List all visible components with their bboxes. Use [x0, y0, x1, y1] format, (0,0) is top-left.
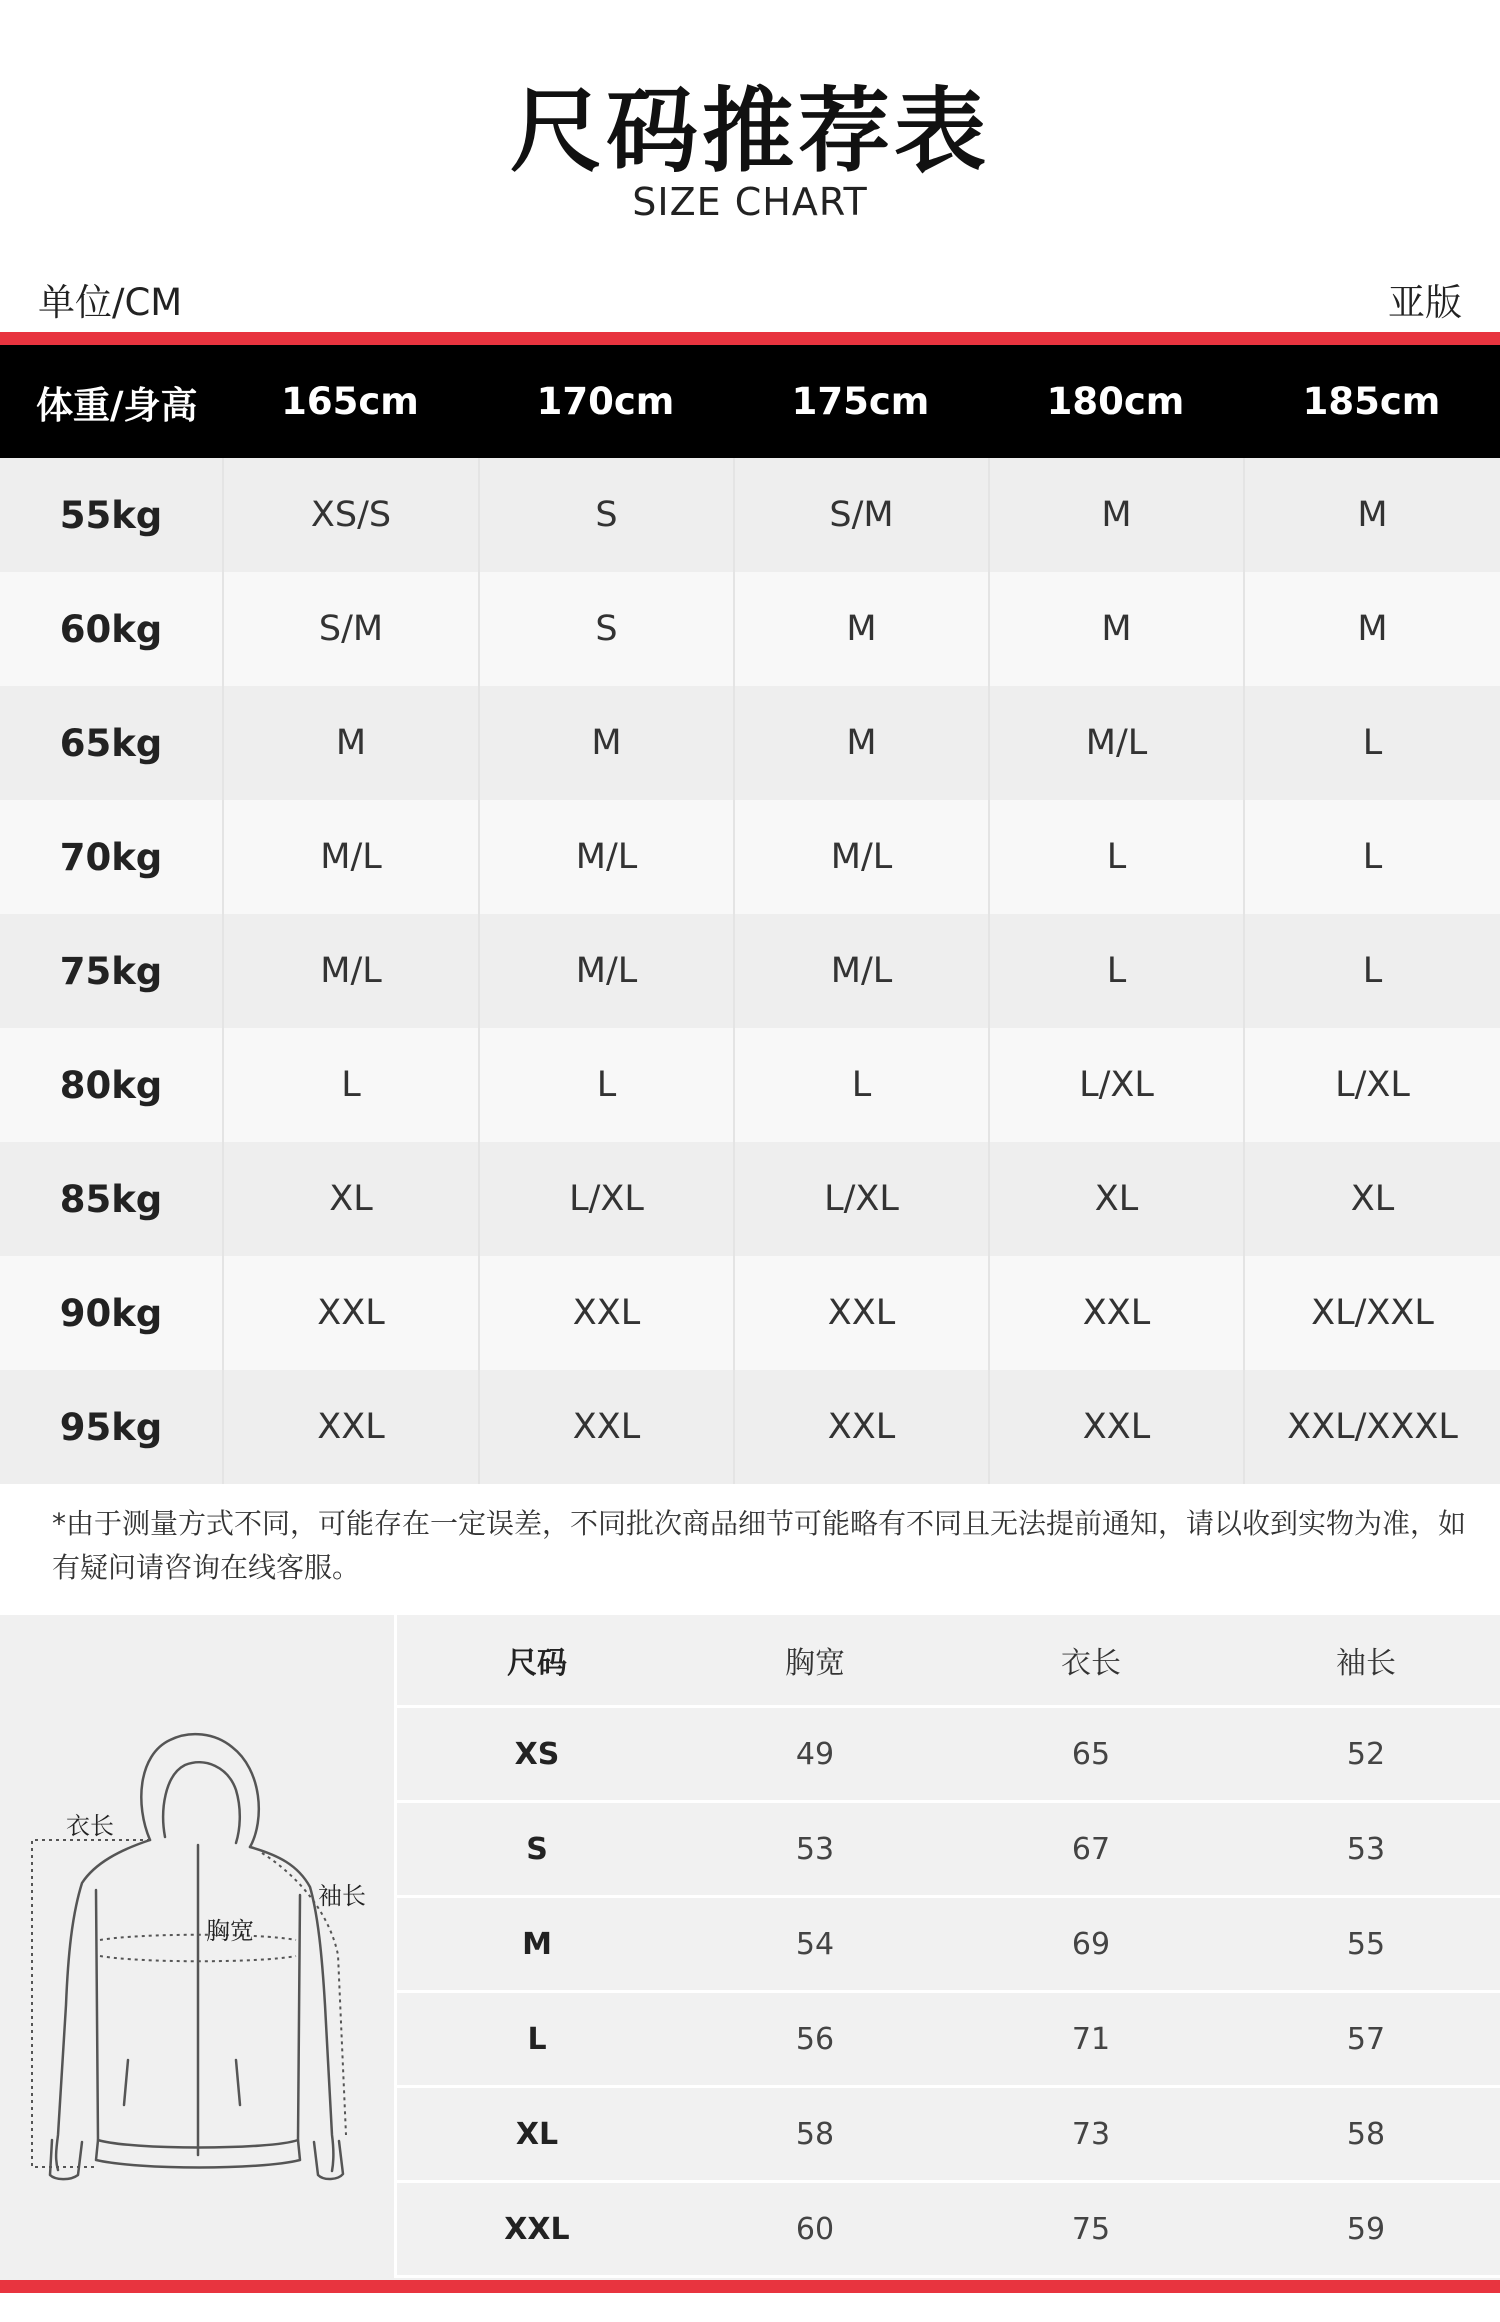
length-cell: 73: [953, 2088, 1229, 2183]
size-cell: M/L: [988, 686, 1243, 800]
size-cell: M/L: [222, 914, 478, 1028]
size-cell: L: [988, 914, 1243, 1028]
size-cell: XL: [222, 1142, 478, 1256]
size-recommend-table: [0, 345, 1500, 1484]
weight-cell: 75kg: [0, 914, 222, 1028]
size-cell: L: [1243, 686, 1500, 800]
size-cell: M: [1243, 458, 1500, 572]
weight-cell: 60kg: [0, 572, 222, 686]
sleeve-cell: 52: [1229, 1708, 1500, 1803]
size-cell: L/XL: [733, 1142, 988, 1256]
size-cell: M: [733, 572, 988, 686]
height-header: 180cm: [988, 345, 1243, 458]
size-cell: M: [222, 686, 478, 800]
length-cell: 71: [953, 1993, 1229, 2088]
size-cell: XL: [988, 1142, 1243, 1256]
size-cell: L: [222, 1028, 478, 1142]
size-cell: XXL: [478, 1256, 733, 1370]
height-header: 185cm: [1243, 345, 1500, 458]
size-cell: XXL: [988, 1370, 1243, 1484]
sleeve-cell: 53: [1229, 1803, 1500, 1898]
size-cell: S: [478, 572, 733, 686]
accent-bar-top: [0, 332, 1500, 345]
size-cell: XXL: [478, 1370, 733, 1484]
size-cell: L: [397, 1993, 677, 2088]
size-cell: L/XL: [478, 1142, 733, 1256]
weight-cell: 85kg: [0, 1142, 222, 1256]
length-cell: 75: [953, 2183, 1229, 2278]
size-cell: L: [478, 1028, 733, 1142]
size-cell: XS: [397, 1708, 677, 1803]
size-cell: M: [478, 686, 733, 800]
size-cell: XL/XXL: [1243, 1256, 1500, 1370]
size-cell: XXL: [397, 2183, 677, 2278]
sleeve-header: 袖长: [1229, 1615, 1500, 1708]
chest-header: 胸宽: [677, 1615, 953, 1708]
height-header: 170cm: [478, 345, 733, 458]
size-cell: L/XL: [1243, 1028, 1500, 1142]
length-header: 衣长: [953, 1615, 1229, 1708]
sleeve-cell: 59: [1229, 2183, 1500, 2278]
size-cell: XXL: [733, 1256, 988, 1370]
size-cell: L: [988, 800, 1243, 914]
chest-cell: 56: [677, 1993, 953, 2088]
size-cell: XL: [1243, 1142, 1500, 1256]
size-header: 尺码: [397, 1615, 677, 1708]
size-cell: L: [1243, 914, 1500, 1028]
chest-cell: 49: [677, 1708, 953, 1803]
size-cell: L: [1243, 800, 1500, 914]
jacket-icon: [0, 1615, 394, 2280]
size-cell: XXL: [222, 1256, 478, 1370]
size-cell: S: [478, 458, 733, 572]
size-cell: M/L: [478, 800, 733, 914]
sleeve-cell: 55: [1229, 1898, 1500, 1993]
size-cell: M: [397, 1898, 677, 1993]
size-cell: M/L: [222, 800, 478, 914]
size-cell: M: [733, 686, 988, 800]
size-cell: XL: [397, 2088, 677, 2183]
page-subtitle: SIZE CHART: [632, 180, 868, 224]
chest-cell: 60: [677, 2183, 953, 2278]
size-cell: M/L: [478, 914, 733, 1028]
size-cell: L: [733, 1028, 988, 1142]
chest-cell: 58: [677, 2088, 953, 2183]
size-cell: S: [397, 1803, 677, 1898]
size-cell: M: [988, 458, 1243, 572]
size-cell: M/L: [733, 800, 988, 914]
weight-cell: 65kg: [0, 686, 222, 800]
accent-bar-bottom: [0, 2280, 1500, 2293]
length-cell: 65: [953, 1708, 1229, 1803]
size-cell: S/M: [733, 458, 988, 572]
unit-label: 单位/CM: [38, 281, 183, 324]
size-cell: M/L: [733, 914, 988, 1028]
chest-cell: 53: [677, 1803, 953, 1898]
size-cell: XXL: [988, 1256, 1243, 1370]
weight-cell: 95kg: [0, 1370, 222, 1484]
size-cell: S/M: [222, 572, 478, 686]
sleeve-cell: 58: [1229, 2088, 1500, 2183]
sleeve-cell: 57: [1229, 1993, 1500, 2088]
length-cell: 69: [953, 1898, 1229, 1993]
chest-label: 胸宽: [206, 1917, 254, 1945]
weight-cell: 80kg: [0, 1028, 222, 1142]
size-cell: XXL/XXXL: [1243, 1370, 1500, 1484]
weight-cell: 70kg: [0, 800, 222, 914]
page-title: 尺码推荐表: [509, 78, 990, 185]
table-corner-header: 体重/身高: [0, 345, 222, 458]
jacket-diagram: [0, 1615, 394, 2280]
size-cell: M: [1243, 572, 1500, 686]
size-cell: L/XL: [988, 1028, 1243, 1142]
length-cell: 67: [953, 1803, 1229, 1898]
size-cell: XXL: [222, 1370, 478, 1484]
region-label: 亚版: [1388, 281, 1462, 324]
weight-cell: 90kg: [0, 1256, 222, 1370]
sleeve-label: 袖长: [318, 1882, 366, 1910]
weight-cell: 55kg: [0, 458, 222, 572]
size-cell: XS/S: [222, 458, 478, 572]
chest-cell: 54: [677, 1898, 953, 1993]
height-header: 175cm: [733, 345, 988, 458]
length-label: 衣长: [66, 1812, 114, 1840]
measurement-table: [394, 1615, 1500, 2278]
size-cell: M: [988, 572, 1243, 686]
disclaimer-note: *由于测量方式不同，可能存在一定误差，不同批次商品细节可能略有不同且无法提前通知，请以收到实物为准，如有疑问请咨询在线客服。: [52, 1507, 1467, 1584]
size-cell: XXL: [733, 1370, 988, 1484]
height-header: 165cm: [222, 345, 478, 458]
